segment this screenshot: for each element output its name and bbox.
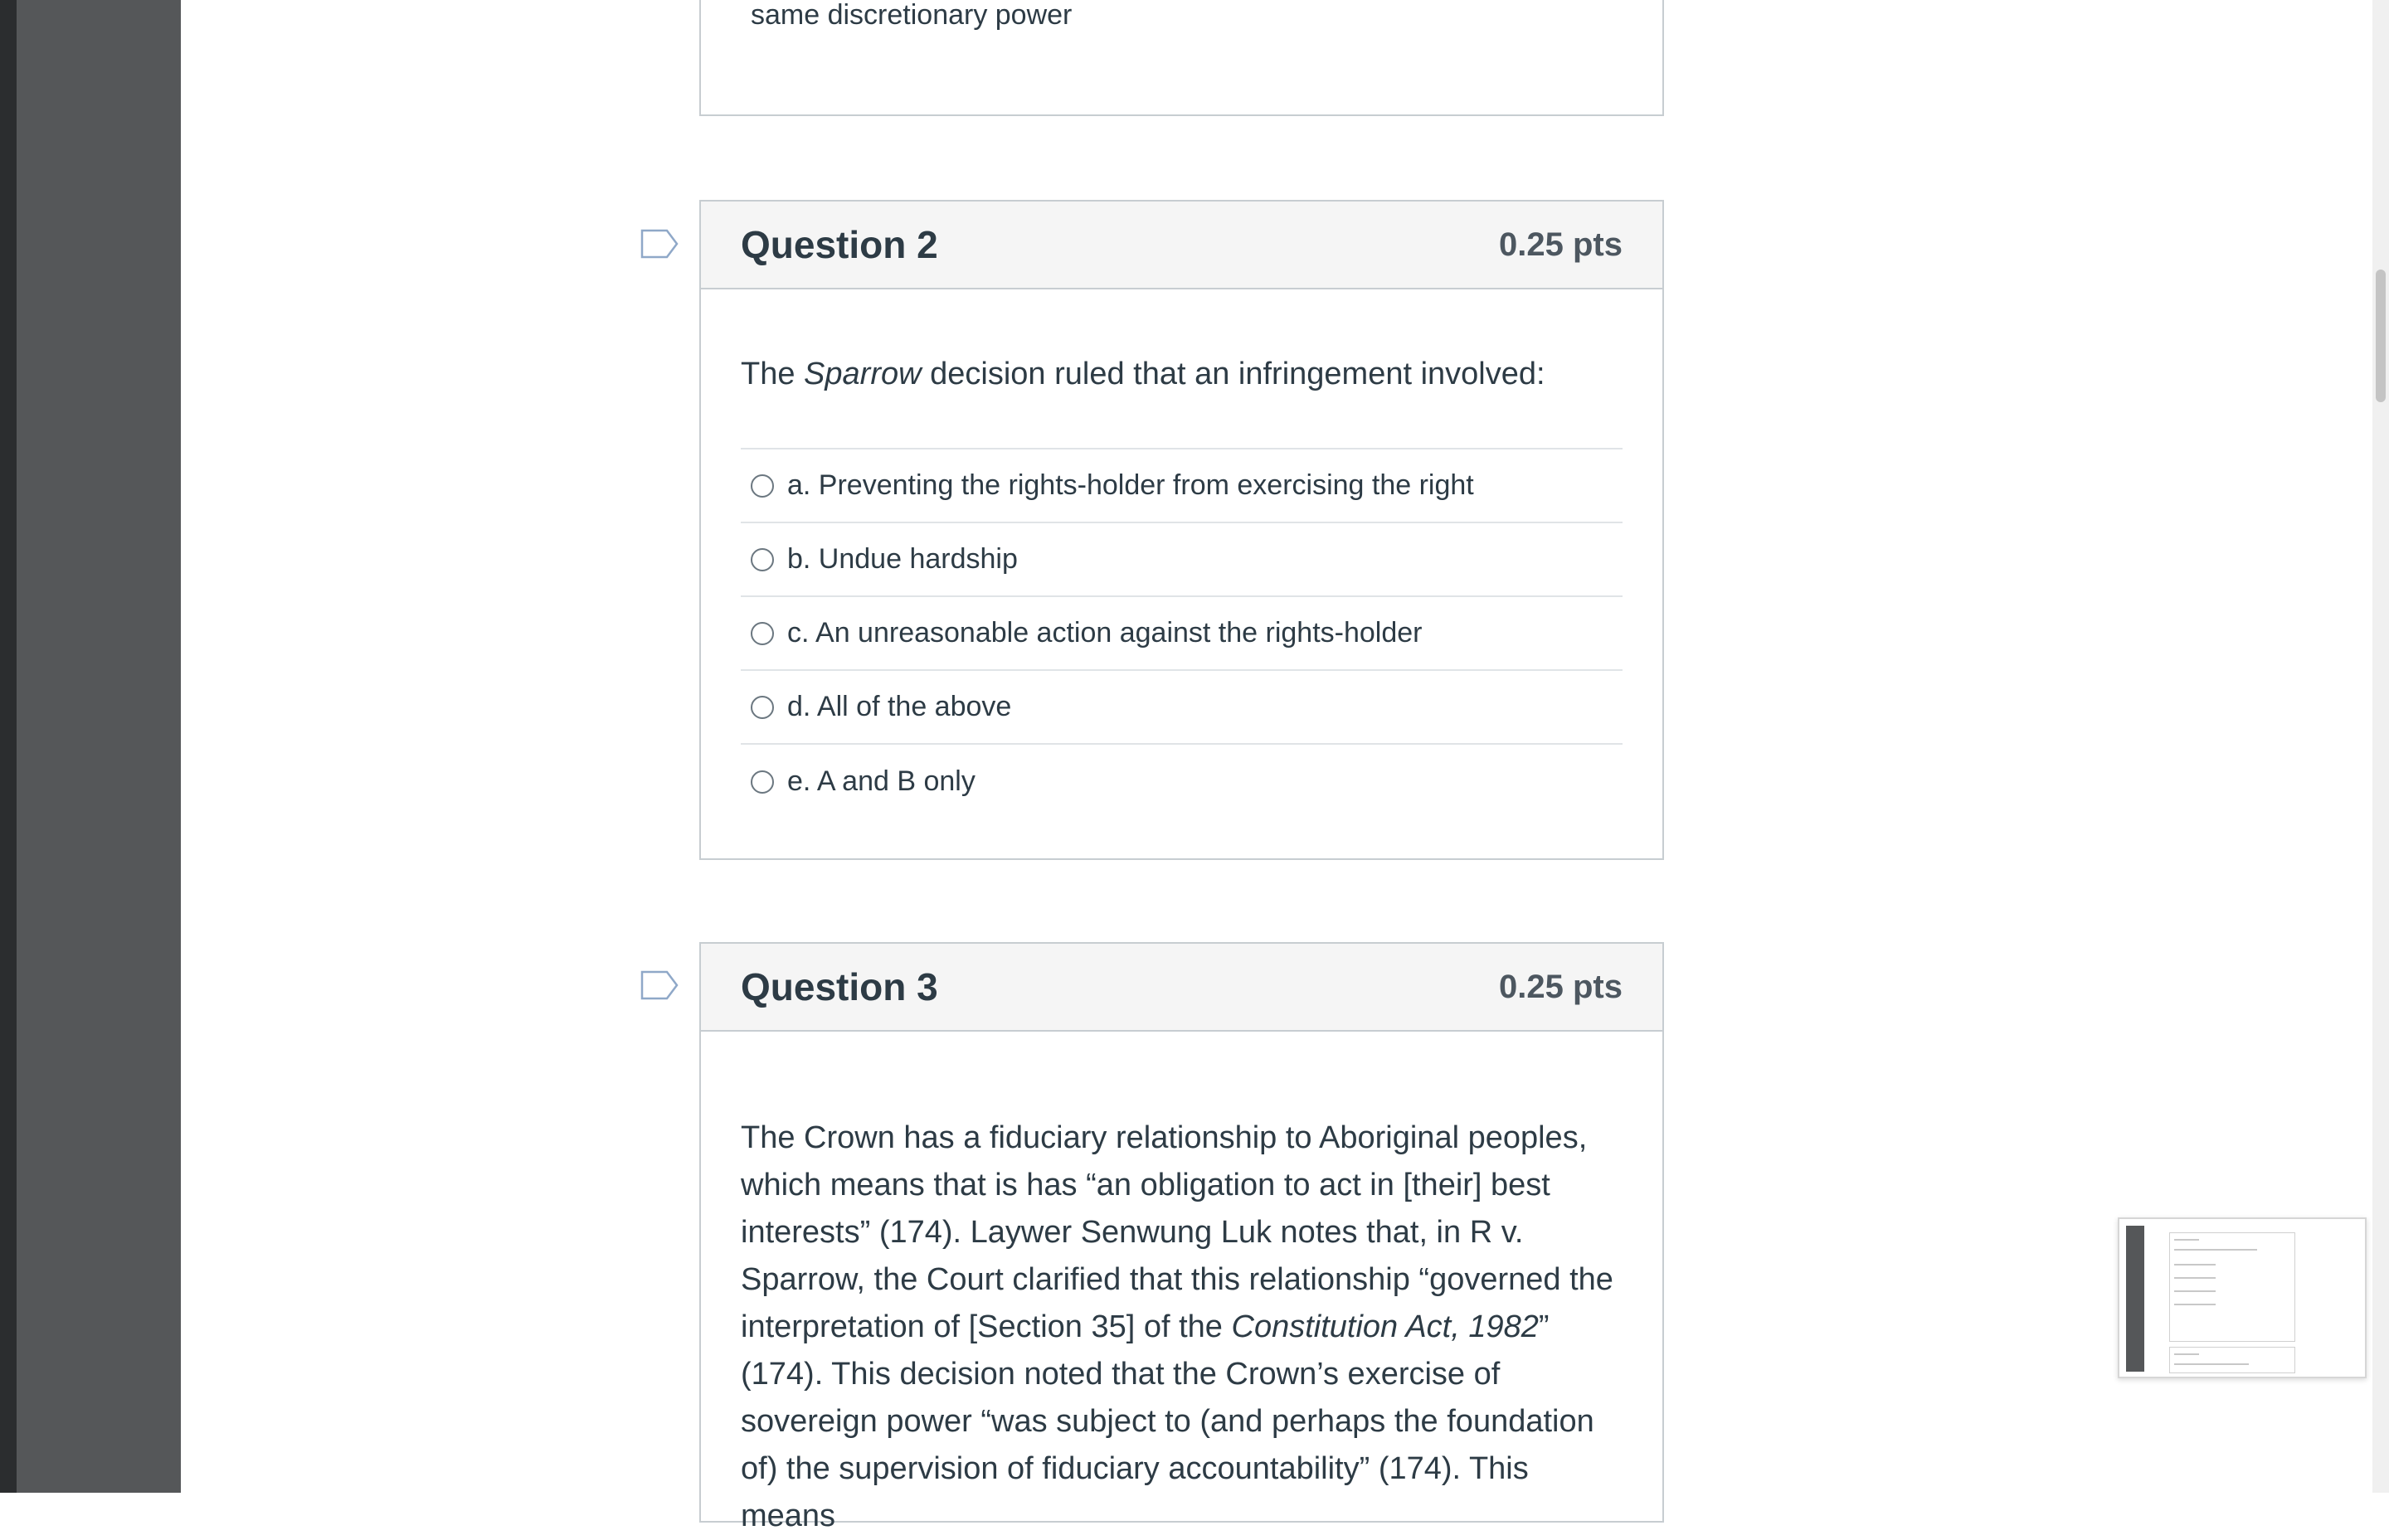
answer-option-b[interactable]	[741, 523, 1623, 597]
window-edge	[0, 0, 17, 1493]
flag-question-2-icon[interactable]	[640, 229, 679, 259]
answer-label: a. Preventing the rights-holder from exercising the right	[787, 469, 1474, 501]
question-2-header	[701, 202, 1662, 289]
radio-button[interactable]	[751, 696, 774, 719]
flag-question-3-icon[interactable]	[640, 970, 679, 1000]
answer-option-a[interactable]	[741, 449, 1623, 523]
answer-label: b. Undue hardship	[787, 543, 1018, 575]
question-2-text-start: The	[741, 357, 805, 391]
question-2-answers	[741, 448, 1623, 819]
question-3-title: Question 3	[741, 965, 938, 1008]
thumbnail-line	[2174, 1304, 2216, 1305]
question-3-points: 0.25 pts	[1499, 968, 1623, 1005]
answer-option-e[interactable]	[741, 745, 1623, 819]
question-1-answer-line: same discretionary power	[751, 0, 1073, 31]
answer-label: d. All of the above	[787, 691, 1012, 722]
screenshot-thumbnail-preview[interactable]	[2118, 1217, 2367, 1378]
thumbnail-card	[2169, 1347, 2295, 1373]
answer-label: e. A and B only	[787, 765, 976, 797]
question-3-text-part-2: ” (174). This decision noted that the Crown’s exercise of sovereign power “was subject to (and perhaps the foundation of) the supervision of fiduciary accountability” (174). This means	[741, 1309, 1594, 1533]
question-3-body	[701, 1032, 1662, 1540]
vertical-scrollbar[interactable]	[2372, 0, 2389, 1493]
question-3-text	[741, 1115, 1623, 1540]
question-2-text-end: decision ruled that an infringement involved:	[921, 357, 1545, 391]
thumbnail-line	[2174, 1363, 2249, 1365]
question-3-text-act-name: Constitution Act, 1982	[1231, 1309, 1539, 1344]
answer-option-d[interactable]	[741, 671, 1623, 745]
radio-button[interactable]	[751, 770, 774, 794]
answer-label: c. An unreasonable action against the rights-holder	[787, 617, 1423, 649]
question-2-text	[741, 351, 1623, 398]
thumbnail-line	[2174, 1290, 2216, 1292]
question-2-text-case-name: Sparrow	[804, 357, 922, 391]
thumbnail-line	[2174, 1277, 2216, 1279]
radio-button[interactable]	[751, 548, 774, 571]
left-side-rail	[17, 0, 181, 1493]
question-2-body	[701, 289, 1662, 819]
question-2-title: Question 2	[741, 223, 938, 266]
question-2-card	[699, 200, 1664, 860]
scrollbar-thumb[interactable]	[2376, 270, 2386, 402]
radio-button[interactable]	[751, 622, 774, 645]
question-2-points: 0.25 pts	[1499, 226, 1623, 263]
radio-button[interactable]	[751, 474, 774, 498]
question-1-tail-text	[751, 0, 1072, 38]
question-1-card	[699, 0, 1664, 116]
question-3-header	[701, 944, 1662, 1032]
question-3-card	[699, 942, 1664, 1533]
thumbnail-rail	[2126, 1226, 2144, 1372]
thumbnail-line	[2174, 1264, 2216, 1266]
thumbnail-line	[2174, 1239, 2199, 1241]
answer-option-c[interactable]	[741, 597, 1623, 671]
thumbnail-line	[2174, 1249, 2257, 1251]
question-3-text-part-1: The Crown has a fiduciary relationship to Aboriginal peoples, which means that is has “an obligation to act in [their] best interests” (174). Laywer Senwung Luk notes that, in R v. Sparrow, the Court clarified that this relationship “governed the interpretation of [Section 35] of the	[741, 1120, 1613, 1344]
thumbnail-line	[2174, 1353, 2199, 1355]
